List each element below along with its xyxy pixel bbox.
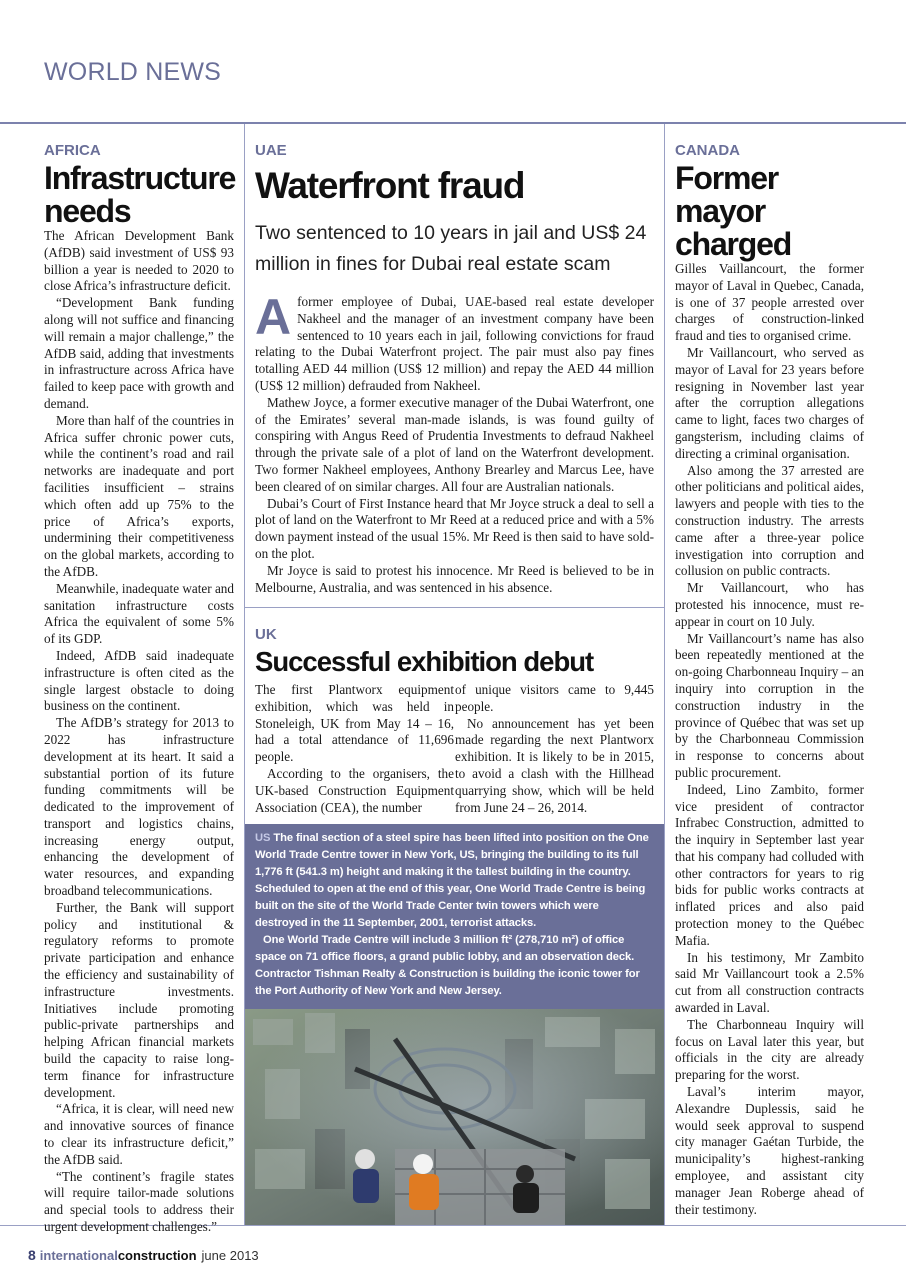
uae-region-label: UAE: [255, 142, 287, 159]
uae-article: [255, 142, 654, 596]
uk-paragraph: of unique visitors came to 9,445 people.: [455, 682, 654, 714]
africa-body: [44, 228, 234, 1236]
uae-uk-divider: [245, 607, 664, 608]
uk-region-label: UK: [255, 626, 277, 643]
canada-paragraph: Mr Vaillancourt, who served as mayor of Laval for 23 years before resigning in November last year after the corruption allegations came to light, faces two charges of gangsterism, including claims of directing a criminal organisation.: [675, 344, 864, 461]
uae-paragraph: former employee of Dubai, UAE-based real estate developer Nakheel and the manager of an investment company have been sentenced to 10 years each in jail, following convictions for fraud relating to the Dubai Waterfront project. The pair must also pay fines totalling AED 44 million (US$ 12 million) and repay the AED 44 million (US$ 12 million) defrauded from Nakheel.: [255, 294, 654, 393]
uk-column-2: [455, 682, 654, 816]
canada-article: [675, 142, 864, 1218]
uk-article: [255, 626, 654, 816]
canada-paragraph: In his testimony, Mr Zambito said Mr Vaillancourt took a 2.5% cut from all construction contracts awarded in Laval.: [675, 949, 864, 1016]
uk-column-1: [255, 682, 454, 816]
canada-paragraph: Mr Vaillancourt, who has protested his innocence, must re-appear in court on 10 July.: [675, 580, 864, 629]
africa-paragraph: “Africa, it is clear, will need new and innovative sources of finance to clear its infrastructure deficit,” the AfDB said.: [44, 1101, 234, 1167]
africa-region-label: AFRICA: [44, 142, 101, 159]
caption-paragraph: The final section of a steel spire has been lifted into position on the One World Trade Centre tower in New York, US, bringing the building to its full 1,776 ft (541.3 m) height and making it the tallest building in the country. Scheduled to open at the end of this year, One World Trade Centre is being built on the site of the World Trade Center twin towers which were destroyed in the 11 September, 2001, terrorist attacks.: [255, 832, 649, 929]
canada-paragraph: Laval’s interim mayor, Alexandre Duplessis, said he would seek approval to suspend city manager Gaétan Turbide, the municipality’s highest-ranking employee, and assistant city manager Jean Roberge ahead of their testimony.: [675, 1084, 864, 1217]
uae-body: [255, 289, 654, 596]
caption-region-tag: US: [255, 832, 271, 844]
canada-paragraph: Mr Vaillancourt’s name has also been repeatedly mentioned at the on-going Charbonneau Inquiry – an inquiry into corruption in the construction industry in the province of Québec that was set up by the Charbonneau Commission in response to concerns about public procurement.: [675, 630, 864, 780]
africa-paragraph: Indeed, AfDB said inadequate infrastructure is often cited as the single largest obstacle to doing business on the continent.: [44, 647, 234, 714]
page-footer: [28, 1247, 259, 1263]
canada-paragraph: The Charbonneau Inquiry will focus on Laval later this year, but officials in the city are already preparing for the worst.: [675, 1016, 864, 1083]
column-divider-right: [664, 124, 665, 1225]
top-rule: [0, 122, 906, 124]
africa-paragraph: More than half of the countries in Africa suffer chronic power cuts, while the continent’s road and rail networks are inadequate and port facilities insufficient – strains which often add up 75% to the price of Africa’s exports, undermining their competitiveness on the global markets, according to the AfDB.: [44, 412, 234, 579]
africa-paragraph: Further, the Bank will support policy and institutional & regulatory reforms to promote private participation and enhance the efficiency and sustainability of infrastructure investments. Initiatives include promoting public-private partnerships and helping African financial markets build the capacity to raise long-term finance for infrastructure development.: [44, 899, 234, 1100]
publication-name-part2: construction: [117, 1248, 197, 1263]
canada-paragraph: Indeed, Lino Zambito, former vice president of contractor Infrabec Construction, admitted to the inquiry in September last year that his company had colluded with other contractors for years to rig bids for public works contracts at inflated prices and also paid protection money to the Québec Mafia.: [675, 781, 864, 948]
publication-name-part1: international: [39, 1248, 118, 1263]
uae-paragraph: Mathew Joyce, a former executive manager of the Dubai Waterfront, one of the Emirates’ several man-made islands, is was found guilty of conspiring with Angus Reed of Prudentia Investments to defraud Nakheel through the private sale of a plot of land on the Waterfront development. Two former Nakheel employees, Anthony Brearley and Marcus Lee, have been cleared of on similar charges. All four are Australian nationals.: [255, 394, 654, 494]
caption-paragraph: One World Trade Centre will include 3 million ft² (278,710 m²) of office space on 71 office floors, a grand public lobby, and an observation deck. Contractor Tishman Realty & Construction is building the iconic tower for the Port Authority of New York and New Jersey.: [255, 934, 640, 997]
uk-paragraph: According to the organisers, the UK-based Construction Equipment Association (CEA), the number: [255, 765, 454, 815]
canada-body: [675, 261, 864, 1218]
africa-headline: Infrastructure needs: [44, 160, 236, 229]
uae-paragraph: Dubai’s Court of First Instance heard that Mr Joyce struck a deal to sell a plot of land on the Waterfront to Mr Reed at a reduced price and with a 5% down payment instead of the usual 15%. Mr Reed is then said to have sold-on the plot.: [255, 495, 654, 561]
uk-paragraph: The first Plantworx equipment exhibition, which was held in Stoneleigh, UK from May 14 – 16, had a total attendance of 11,696 people.: [255, 682, 454, 765]
uk-paragraph: No announcement has yet been made regarding the next Plantworx exhibition. It is likely to be in 2015, to avoid a clash with the Hillhead quarrying show, which will be held from June 24 – 26, 2014.: [455, 715, 654, 815]
uae-paragraph: Mr Joyce is said to protest his innocence. Mr Reed is believed to be in Melbourne, Australia, and was sentenced in his absence.: [255, 562, 654, 595]
canada-region-label: CANADA: [675, 142, 740, 159]
uae-subheadline: Two sentenced to 10 years in jail and US$ 24 million in fines for Dubai real estate scam: [255, 222, 647, 275]
africa-article: [44, 142, 234, 1236]
aerial-city-illustration: [245, 1009, 664, 1225]
canada-paragraph: Also among the 37 arrested are other politicians and political aides, lawyers and people with ties to the construction industry. The arrests came after a three-year police investigation into corruption and collusion on public contracts.: [675, 462, 864, 579]
uk-headline: Successful exhibition debut: [255, 646, 594, 677]
africa-paragraph: “Development Bank funding along will not suffice and financing will remain a major challenge,” the AfDB said, adding that investments in infrastructure across Africa have failed to keep pace with growth and demand.: [44, 295, 234, 411]
uae-headline: Waterfront fraud: [255, 165, 525, 206]
africa-paragraph: Meanwhile, inadequate water and sanitation infrastructure costs Africa the equivalent of some 5% of its GDP.: [44, 580, 234, 647]
africa-paragraph: The AfDB’s strategy for 2013 to 2022 has infrastructure development at its heart. It said a substantial portion of its future funding commitments will be dedicated to the improvement of transport and logistics chains, increasing energy output, enhancing the development of water resources, and expanding broadband telecommunications.: [44, 715, 234, 899]
canada-paragraph: Gilles Vaillancourt, the former mayor of Laval in Quebec, Canada, is one of 37 people arrested over charges of construction-linked fraud and ties to organised crime.: [675, 261, 864, 344]
spire-photo: [245, 1009, 664, 1225]
section-title: WORLD NEWS: [44, 58, 221, 86]
canada-headline: Former mayor charged: [675, 160, 792, 262]
photo-caption: [245, 824, 664, 1009]
issue-date: june 2013: [201, 1248, 259, 1263]
page-number: 8: [28, 1247, 36, 1263]
africa-paragraph: The African Development Bank (AfDB) said investment of US$ 93 billion a year is needed to 2020 to close Africa’s infrastructure deficit.: [44, 228, 234, 294]
drop-cap: A: [255, 289, 292, 345]
africa-paragraph: “The continent’s fragile states will require tailor-made solutions and special tools to address their urgent development challenges.”: [44, 1168, 234, 1235]
